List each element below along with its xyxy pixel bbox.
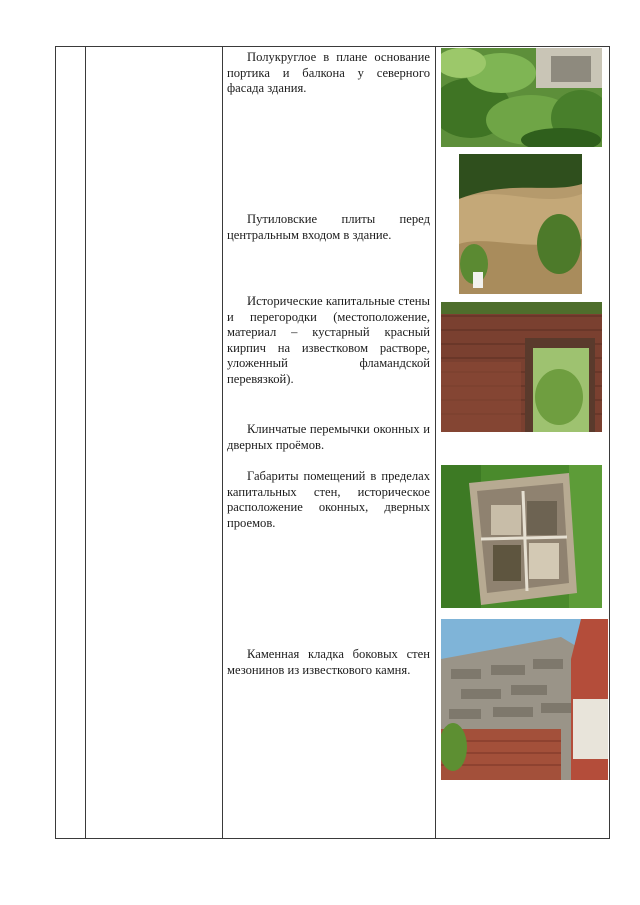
photo-limestone-walls	[441, 619, 608, 780]
photo-portico-base	[441, 48, 602, 147]
table-cell-text	[227, 469, 430, 531]
table-cell-text	[227, 422, 430, 453]
photo-putilov-slabs	[459, 154, 582, 294]
table-cell-text	[227, 50, 430, 97]
table-bottom-border	[55, 838, 609, 839]
table-column-divider-1	[85, 46, 86, 839]
photo-brick-walls	[441, 302, 602, 432]
photo-rooms-aerial	[441, 465, 602, 608]
description-text: Исторические капитальные стены и перегородки (местоположение, материал – кустарный красный кирпич на известковом растворе, уложенный фламандской перевязкой).	[227, 294, 430, 386]
description-text: Полукруглое в плане основание портика и балкона у северного фасада здания.	[227, 50, 430, 96]
description-text: Клинчатые перемычки оконных и дверных проёмов.	[227, 422, 430, 452]
table-top-border	[55, 46, 609, 47]
description-text: Каменная кладка боковых стен мезонинов из известкового камня.	[227, 647, 430, 677]
description-text: Габариты помещений в пределах капитальных стен, историческое расположение оконных, дверных проемов.	[227, 469, 430, 530]
table-left-border	[55, 46, 56, 839]
table-cell-text	[227, 212, 430, 243]
table-column-divider-2	[222, 46, 223, 839]
table-column-divider-3	[435, 46, 436, 839]
description-text: Путиловские плиты перед центральным входом в здание.	[227, 212, 430, 242]
table-cell-text	[227, 647, 430, 678]
table-cell-text	[227, 294, 430, 388]
table-right-border	[609, 46, 610, 839]
